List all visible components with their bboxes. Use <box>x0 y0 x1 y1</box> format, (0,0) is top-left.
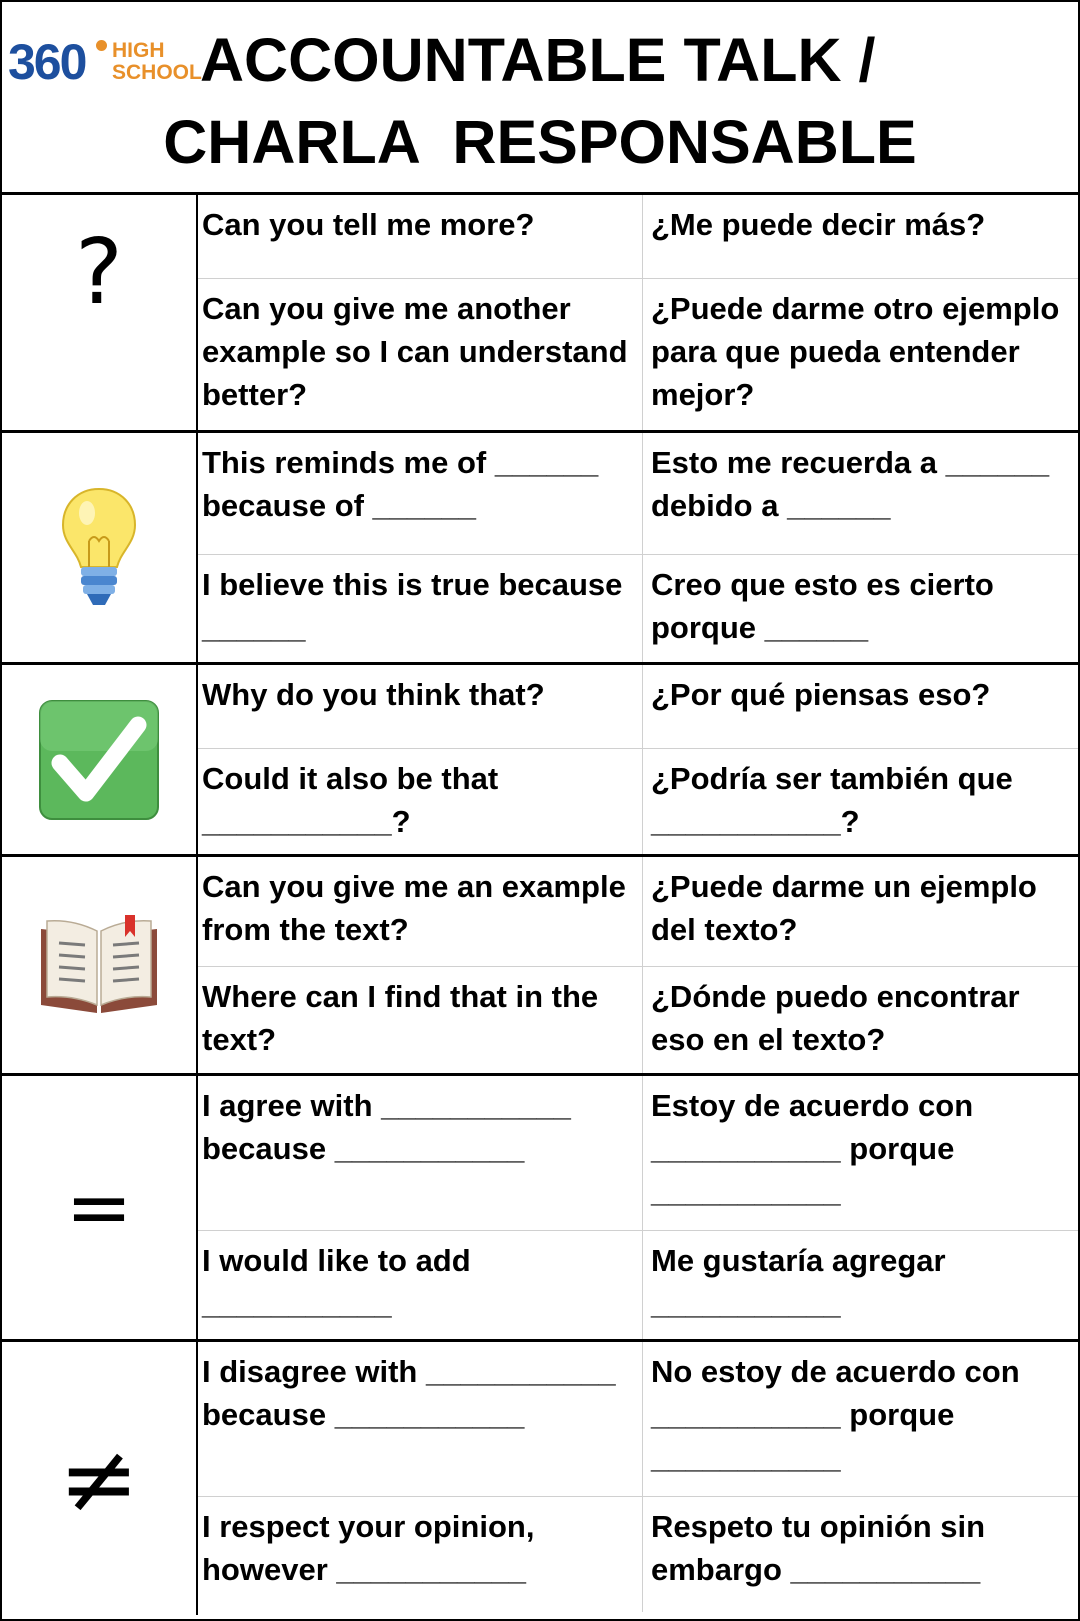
table-row <box>198 555 1078 662</box>
table-row <box>198 279 1078 430</box>
question-mark-icon: ? <box>75 219 123 325</box>
spanish-phrase: Esto me recuerda a ______ debido a ______ <box>651 445 1050 523</box>
group-disagree <box>2 1342 1078 1615</box>
icon-cell <box>2 1342 198 1615</box>
english-phrase: Can you tell me more? <box>198 195 643 278</box>
page-title-line2: CHARLA RESPONSABLE <box>163 108 917 176</box>
spanish-phrase: ¿Dónde puedo encontrar eso en el texto? <box>651 979 1020 1057</box>
icon-cell <box>2 1076 198 1339</box>
group-agree <box>2 1076 1078 1342</box>
icon-cell <box>2 665 198 854</box>
english-phrase: Can you give me an example from the text? <box>198 857 643 966</box>
english-phrase: This reminds me of ______ because of ______ <box>198 433 643 554</box>
english-phrase: Why do you think that? <box>198 665 643 748</box>
open-book-icon <box>37 915 161 1015</box>
equals-icon: = <box>65 1160 133 1254</box>
logo-number: 360 <box>8 34 86 90</box>
group-reasoning <box>2 665 1078 857</box>
logo-word-school: SCHOOL <box>112 61 202 84</box>
table-row <box>198 1231 1078 1339</box>
group-evidence <box>2 857 1078 1076</box>
table-row <box>198 857 1078 967</box>
table-row <box>198 433 1078 555</box>
english-phrase: I believe this is true because ______ <box>198 555 643 662</box>
table-row <box>198 1342 1078 1497</box>
spanish-phrase: ¿Puede darme otro ejemplo para que pueda entender mejor? <box>651 291 1060 412</box>
english-phrase: Can you give me another example so I can understand better? <box>198 279 643 430</box>
table-row <box>198 749 1078 854</box>
spanish-phrase: Respeto tu opinión sin embargo ___________ <box>651 1509 986 1587</box>
group-connect <box>2 433 1078 665</box>
icon-cell <box>2 433 198 662</box>
icon-cell <box>2 195 198 430</box>
page-title-line1: ACCOUNTABLE TALK / <box>200 26 876 94</box>
header <box>2 2 1078 195</box>
spanish-phrase: ¿Por qué piensas eso? <box>651 677 991 712</box>
logo-dot-icon <box>96 40 107 51</box>
spanish-phrase: No estoy de acuerdo con ___________ porque ___________ <box>651 1354 1020 1475</box>
table-row <box>198 665 1078 749</box>
spanish-phrase: ¿Me puede decir más? <box>651 207 986 242</box>
english-phrase: Where can I find that in the text? <box>198 967 643 1073</box>
phrase-table <box>2 195 1078 1615</box>
english-phrase: I agree with ___________ because ___________ <box>198 1076 643 1230</box>
group-clarify <box>2 195 1078 433</box>
spanish-phrase: Me gustaría agregar ___________ <box>651 1243 946 1321</box>
check-mark-icon <box>38 699 160 821</box>
english-phrase: I disagree with ___________ because ___________ <box>198 1342 643 1496</box>
not-equal-icon: ≠ <box>58 1422 140 1535</box>
spanish-phrase: Estoy de acuerdo con ___________ porque ___________ <box>651 1088 974 1209</box>
lightbulb-icon <box>59 485 139 610</box>
icon-cell <box>2 857 198 1073</box>
table-row <box>198 1076 1078 1231</box>
english-phrase: I respect your opinion, however ___________ <box>198 1497 643 1612</box>
english-phrase: Could it also be that ___________? <box>198 749 643 854</box>
logo-word-high: HIGH <box>112 39 165 62</box>
english-phrase: I would like to add ___________ <box>198 1231 643 1339</box>
table-row <box>198 1497 1078 1612</box>
spanish-phrase: ¿Puede darme un ejemplo del texto? <box>651 869 1037 947</box>
school-logo <box>8 32 202 92</box>
table-row <box>198 195 1078 279</box>
table-row <box>198 967 1078 1073</box>
spanish-phrase: ¿Podría ser también que ___________? <box>651 761 1013 839</box>
spanish-phrase: Creo que esto es cierto porque ______ <box>651 567 994 645</box>
